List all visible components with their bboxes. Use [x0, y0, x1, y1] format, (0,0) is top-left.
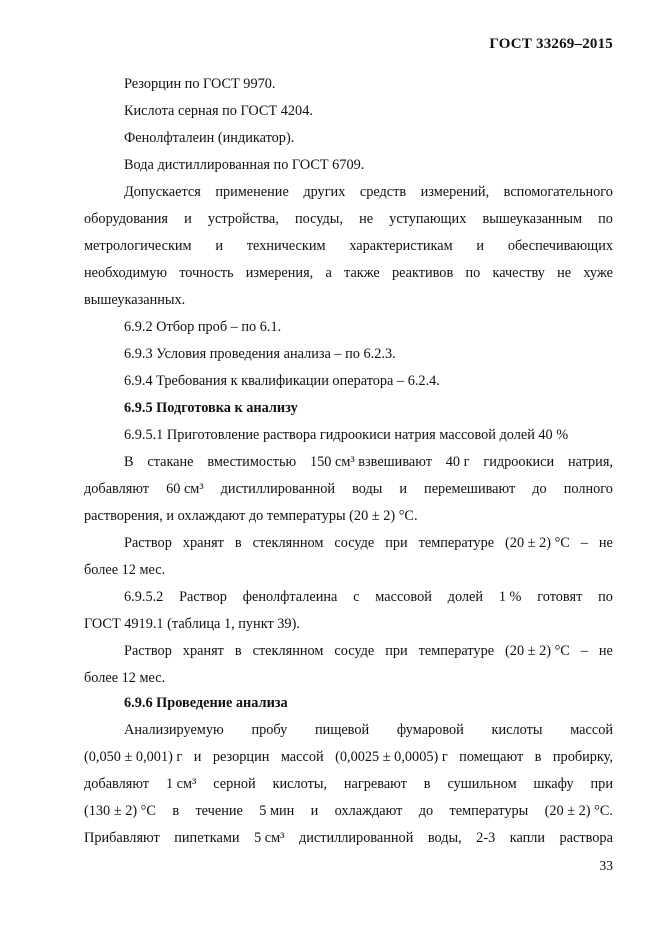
word: нагревают	[343, 776, 407, 792]
word: при	[385, 535, 408, 551]
word: помещают	[459, 749, 524, 765]
text-line: 6.9.6 Проведение анализа	[124, 695, 288, 711]
word: (20 ± 2) °С.	[544, 803, 613, 819]
word: характеристикам	[349, 238, 453, 254]
word: вместимостью	[207, 454, 297, 470]
text-line: ГОСТ 4919.1 (таблица 1, пункт 39).	[84, 616, 300, 632]
document-header: ГОСТ 33269–2015	[489, 36, 613, 52]
text-line	[124, 642, 613, 660]
word: в	[234, 643, 242, 659]
word: –	[580, 535, 588, 551]
word: серной	[213, 776, 256, 792]
text-line	[84, 829, 613, 847]
word: добавляют	[84, 776, 150, 792]
word: воды	[352, 481, 383, 497]
word: других	[303, 184, 346, 200]
word: шкафу	[533, 776, 574, 792]
text-line: 6.9.2 Отбор проб – по 6.1.	[124, 319, 282, 335]
text-line: Фенолфталеин (индикатор).	[124, 130, 295, 146]
word: в	[234, 535, 242, 551]
word: готовят	[537, 589, 583, 605]
word: и	[310, 803, 319, 819]
word: по	[465, 265, 481, 281]
text-line	[84, 802, 613, 820]
word: до	[532, 481, 547, 497]
text-line: вышеуказанных.	[84, 292, 186, 308]
word: долей	[447, 589, 484, 605]
word: вышеуказанным	[482, 211, 583, 227]
word: пробирку,	[552, 749, 613, 765]
word: и	[193, 749, 202, 765]
word: до	[418, 803, 434, 819]
text-line: 6.9.3 Условия проведения анализа – по 6.2.3.	[124, 346, 396, 362]
word: уступающих	[389, 211, 467, 227]
word: точность	[179, 265, 234, 281]
word: В	[124, 454, 134, 470]
word: кислоты	[491, 722, 543, 738]
word: массой	[570, 722, 613, 738]
word: и	[184, 211, 192, 227]
text-line	[84, 748, 613, 766]
word: Раствор	[124, 643, 172, 659]
word: добавляют	[84, 481, 150, 497]
word: фенолфталеина	[242, 589, 338, 605]
word: с	[353, 589, 360, 605]
word: 150 см³ взвешивают	[309, 454, 432, 470]
text-line	[84, 210, 613, 228]
text-line	[124, 534, 613, 552]
text-line	[84, 264, 613, 282]
word: и	[215, 238, 224, 254]
word: массой	[280, 749, 324, 765]
text-line	[124, 453, 613, 471]
word: измерений,	[420, 184, 490, 200]
word: обеспечивающих	[507, 238, 613, 254]
word: сосуде	[334, 535, 375, 551]
word: резорцин	[212, 749, 270, 765]
word: посуды,	[294, 211, 343, 227]
word: в	[423, 776, 431, 792]
word: а	[325, 265, 332, 281]
word: температуры	[449, 803, 529, 819]
word: стеклянном	[252, 535, 324, 551]
word: средств	[359, 184, 407, 200]
word: капли	[509, 830, 546, 846]
text-line	[84, 480, 613, 498]
word: стакане	[147, 454, 194, 470]
word: (130 ± 2) °С	[84, 803, 156, 819]
word: полного	[563, 481, 613, 497]
word: при	[385, 643, 408, 659]
word: 1 см³	[165, 776, 197, 792]
text-line	[124, 183, 613, 201]
word: пробу	[251, 722, 288, 738]
word: Раствор	[179, 589, 227, 605]
word: также	[344, 265, 380, 281]
word: фумаровой	[396, 722, 464, 738]
text-line	[124, 721, 613, 739]
text-line	[84, 237, 613, 255]
page-number: 33	[599, 858, 613, 873]
word: пипетками	[174, 830, 240, 846]
word: охлаждают	[334, 803, 403, 819]
text-line: Вода дистиллированная по ГОСТ 6709.	[124, 157, 365, 173]
word: и	[399, 481, 408, 497]
word: дистиллированной	[220, 481, 336, 497]
word: 40 г	[445, 454, 470, 470]
word: устройства,	[207, 211, 279, 227]
word: Раствор	[124, 535, 172, 551]
word: хранят	[182, 643, 224, 659]
word: (0,050 ± 0,001) г	[84, 749, 183, 765]
word: сушильном	[447, 776, 517, 792]
word: по	[598, 589, 613, 605]
word: 5 см³	[254, 830, 285, 846]
word: не	[598, 535, 613, 551]
text-line	[124, 588, 613, 606]
text-line: Кислота серная по ГОСТ 4204.	[124, 103, 313, 119]
text-line: более 12 мес.	[84, 562, 166, 578]
word: (20 ± 2) °С	[505, 643, 570, 659]
text-line: 6.9.4 Требования к квалификации оператора – 6.2.4.	[124, 373, 440, 389]
text-line: более 12 мес.	[84, 670, 166, 686]
word: и	[476, 238, 485, 254]
word: температуре	[418, 643, 495, 659]
word: 6.9.5.2	[124, 589, 164, 605]
word: качеству	[492, 265, 545, 281]
word: Прибавляют	[84, 830, 160, 846]
word: в	[534, 749, 542, 765]
word: реактивов	[391, 265, 454, 281]
word: не	[359, 211, 374, 227]
word: (0,0025 ± 0,0005) г	[335, 749, 448, 765]
word: стеклянном	[252, 643, 324, 659]
word: 60 см³	[166, 481, 204, 497]
word: не	[598, 643, 613, 659]
word: необходимую	[84, 265, 168, 281]
word: техническим	[246, 238, 326, 254]
word: кислоты,	[272, 776, 328, 792]
word: не	[557, 265, 572, 281]
word: хуже	[583, 265, 613, 281]
word: температуре	[418, 535, 495, 551]
word: (20 ± 2) °С	[505, 535, 570, 551]
text-line: Резорцин по ГОСТ 9970.	[124, 76, 276, 92]
word: хранят	[182, 535, 224, 551]
text-line	[84, 775, 613, 793]
text-line: растворения, и охлаждают до температуры (20 ± 2) °С.	[84, 508, 418, 524]
word: натрия,	[567, 454, 613, 470]
word: Анализируемую	[124, 722, 224, 738]
word: в	[172, 803, 180, 819]
word: 1 %	[498, 589, 522, 605]
word: вспомогательного	[503, 184, 613, 200]
word: течение	[195, 803, 243, 819]
word: при	[590, 776, 613, 792]
word: –	[580, 643, 588, 659]
word: измерения,	[245, 265, 314, 281]
text-line: 6.9.5 Подготовка к анализу	[124, 400, 298, 416]
word: раствора	[559, 830, 613, 846]
word: гидроокиси	[483, 454, 555, 470]
word: воды,	[427, 830, 462, 846]
word: пищевой	[315, 722, 370, 738]
word: 2-3	[476, 830, 496, 846]
word: по	[598, 211, 613, 227]
word: перемешивают	[424, 481, 516, 497]
word: оборудования	[84, 211, 168, 227]
word: сосуде	[334, 643, 375, 659]
word: массовой	[375, 589, 432, 605]
word: Допускается	[124, 184, 201, 200]
word: 5 мин	[259, 803, 295, 819]
word: дистиллированной	[298, 830, 414, 846]
text-line: 6.9.5.1 Приготовление раствора гидроокиси натрия массовой долей 40 %	[124, 427, 569, 443]
word: применение	[215, 184, 289, 200]
word: метрологическим	[84, 238, 192, 254]
